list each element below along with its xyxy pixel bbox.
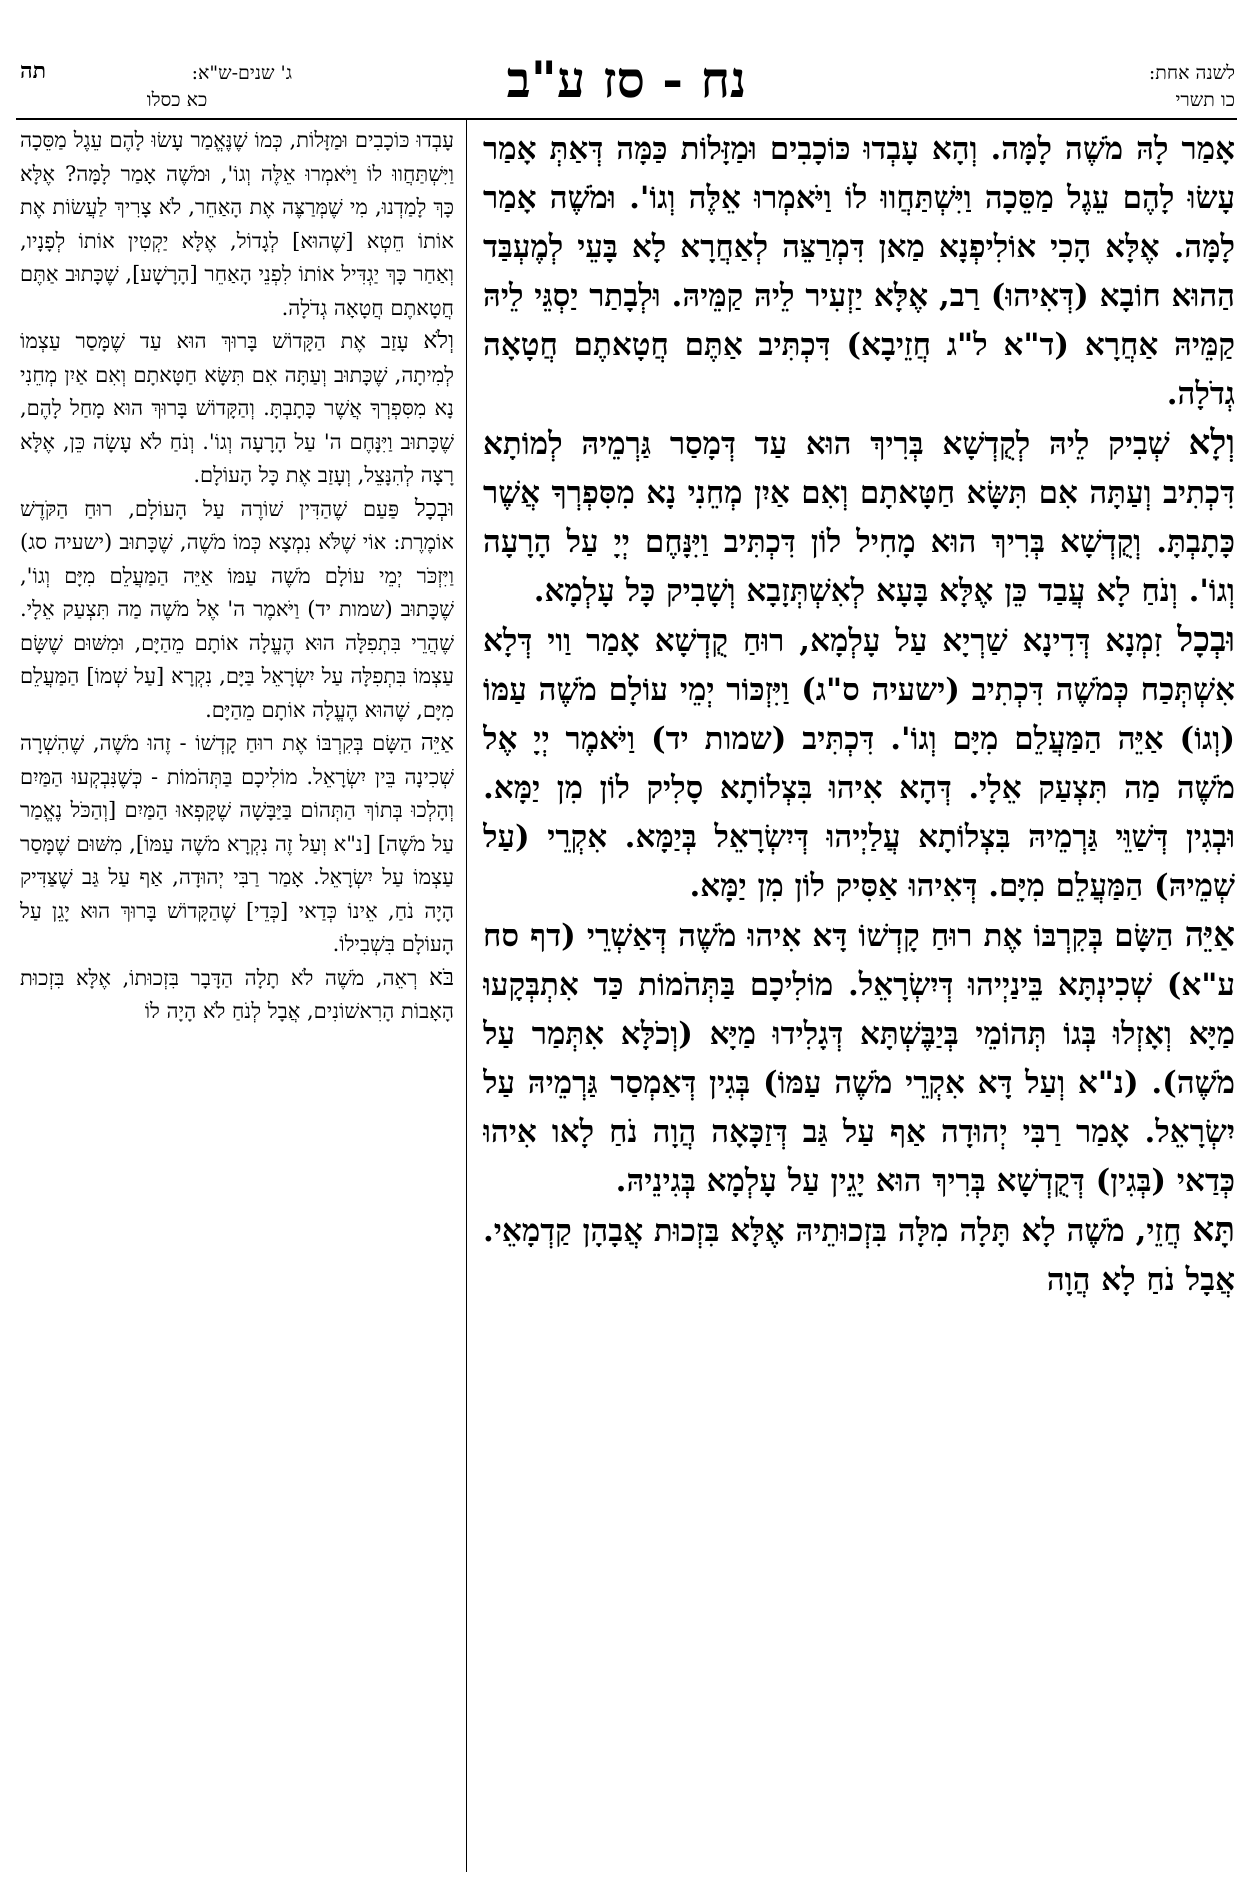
- page-title: נח - סז ע"ב: [506, 50, 747, 109]
- main-paragraph: [483, 1206, 1235, 1305]
- commentary-paragraph: [20, 493, 454, 728]
- commentary-paragraph: [20, 727, 454, 962]
- paragraph-text: עָבְדוּ כּוֹכָבִים וּמַזָּלוֹת, כְּמוֹ שֶׁנֶּאֱמַר עָשׂוּ לָהֶם עֵגֶל מַסֵּכָה וַיִּשְׁתַּחֲווּ לוֹ וַיֹּאמְרוּ אֵלֶּה וְגוֹ', וּמֹשֶׁה אָמַר לָמָּה? אֶלָּא כָּךְ לָמַדְנוּ, מִי שֶׁמְּרַצֶּה אֶת הָאַחֵר, לֹא צָרִיךְ לַעֲשׂוֹת אֶת אוֹתוֹ חֵטְא [שֶׁהוּא] לְגָדוֹל, אֶלָּא יַקְטִין אוֹתוֹ לְפָנָיו, וְאַחַר כָּךְ יַגְדִּיל אוֹתוֹ לִפְנֵי הָאַחֵר [הָרָשָׁע], שֶׁכָּתוּב אַתֶּם חֲטָאתֶם חֲטָאָה גְדֹלָה.: [20, 128, 454, 320]
- paragraph-opening-word: וּבְכָל: [414, 495, 454, 522]
- page-number: תה: [20, 58, 47, 84]
- commentary-paragraph: [20, 962, 454, 1029]
- paragraph-text: רְאֵה, מֹשֶׁה לֹא תָלָה הַדָּבָר בִּזְכוּתוֹ, אֶלָּא בִּזְכוּת הָאָבוֹת הָרִאשׁוֹנִים, אֲבָל לְנֹחַ לֹא הָיָה לוֹ: [20, 965, 454, 1023]
- paragraph-opening-word: אַיֵּה: [420, 730, 454, 756]
- main-text-column: [483, 124, 1235, 1872]
- header-date-three-years: כא כסלו: [146, 89, 208, 111]
- header-study-cycle-three-years: ג' שנים-ש"א:: [191, 62, 292, 84]
- commentary-column: [20, 124, 454, 1872]
- paragraph-text: פַּעַם שֶׁהַדִּין שׁוֹרֶה עַל הָעוֹלָם, רוּחַ הַקֹּדֶשׁ אוֹמֶרֶת: אוֹי שֶׁלֹּא נִמְצָא כְּמוֹ מֹשֶׁה, שֶׁכָּתוּב (ישעיה סג) וַיִּזְכֹּר יְמֵי עוֹלָם מֹשֶׁה עַמּוֹ אַיֵּה הַמַּעֲלֵם מִיָּם וְגוֹ', שֶׁכָּתוּב (שמות יד) וַיֹּאמֶר ה' אֶל מֹשֶׁה מַה תִּצְעַק אֵלָי. שֶׁהֲרֵי בִּתְפִלָּה הוּא הֶעֱלָה אוֹתָם מֵהַיָּם, וּמִשּׁוּם שֶׁשָּׂם עַצְמוֹ בִּתְפִלָּה עַל יִשְׂרָאֵל בַּיָּם, נִקְרָא [עַל שְׁמוֹ] הַמַּעֲלֵם מִיָּם, שֶׁהוּא הֶעֱלָה אוֹתָם מֵהַיָּם.: [20, 496, 454, 722]
- paragraph-text: עָזַב אֶת הַקָּדוֹשׁ בָּרוּךְ הוּא עַד שֶׁמָּסַר עַצְמוֹ לְמִיתָה, שֶׁכָּתוּב וְעַתָּה אִם תִּשָּׂא חַטָּאתָם וְאִם אַיִן מְחֵנִי נָא מִסִּפְרְךָ אֲשֶׁר כָּתָבְתָּ. וְהַקָּדוֹשׁ בָּרוּךְ הוּא מָחַל לָהֶם, שֶׁכָּתוּב וַיִּנָּחֶם ה' עַל הָרָעָה וְגוֹ'. וְנֹחַ לֹא עָשָׂה כֵּן, אֶלָּא רָצָה לְהִנָּצֵל, וְעָזַב אֶת כָּל הָעוֹלָם.: [20, 329, 454, 487]
- paragraph-opening-word: וְלָא: [1188, 423, 1235, 463]
- commentary-paragraph: [20, 325, 454, 493]
- paragraph-text: שְׁבִיק לֵיהּ לְקֻדְשָׁא בְּרִיךְ הוּא עַד דְּמָסַר גַּרְמֵיהּ לְמוֹתָא דִּכְתִיב וְעַתָּה אִם תִּשָּׂא חַטָּאתָם וְאִם אַיִן מְחֵנִי נָא מִסִּפְרְךָ אֲשֶׁר כָּתָבְתָּ. וְקֻדְשָׁא בְּרִיךְ הוּא מָחִיל לוֹן דִּכְתִּיב וַיִּנָּחֶם יְיָ עַל הָרָעָה וְגוֹ'. וְנֹחַ לָא עֲבַד כֵּן אֶלָּא בָּעָא לְאִשְׁתְּזָבָא וְשָׁבִיק כָּל עָלְמָא.: [483, 426, 1235, 609]
- paragraph-text: זִמְנָא דְּדִינָא שַׁרְיָא עַל עָלְמָא, רוּחַ קֻדְשָׁא אָמַר וַוי דְּלָא אִשְׁתְּכַח כְּמֹשֶׁה דִּכְתִיב (ישעיה ס"ג) וַיִּזְכּוֹר יְמֵי עוֹלָם מֹשֶׁה עַמּוֹ (וְגוֹ) אַיֵּה הַמַּעֲלֵם מִיָּם וְגוֹ'. דִּכְתִּיב (שמות יד) וַיֹּאמֶר יְיָ אֶל מֹשֶׁה מַה תִּצְעַק אֵלָי. דְּהָא אִיהוּ בִּצְלוֹתָא סָלִיק לוֹן מִן יַמָּא. וּבְגִין דְּשַׁוֵּי גַּרְמֵיהּ בִּצְלוֹתָא עֲלַיְיהוּ דְּיִשְׂרָאֵל בְּיַמָּא. אִקְרֵי (עַל שְׁמֵיהּ) הַמַּעֲלֵם מִיָּם. דְּאִיהוּ אַסִּיק לוֹן מִן יַמָּא.: [483, 623, 1235, 904]
- paragraph-text: הַשָּׂם בְּקִרְבּוֹ אֶת רוּחַ קָדְשׁוֹ - זֶהוּ מֹשֶׁה, שֶׁהִשְׁרָה שְׁכִינָה בֵּין יִשְׂרָאֵל. מוֹלִיכָם בַּתְּהֹמוֹת - כְּשֶׁנִּבְקְעוּ הַמַּיִם וְהָלְכוּ בְּתוֹךְ הַתְּהוֹם בַּיַּבָּשָׁה שֶׁקָּפְאוּ הַמַּיִם [וְהַכֹּל נֶאֱמַר עַל מֹשֶׁה] [נ"א וְעַל זֶה נִקְרָא מֹשֶׁה עַמּוֹ], מִשּׁוּם שֶׁמָּסַר עַצְמוֹ עַל יִשְׂרָאֵל. אָמַר רַבִּי יְהוּדָה, אַף עַל גַּב שֶׁצַּדִּיק הָיָה נֹחַ, אֵינוֹ כְּדַאי [כְּדֵי] שֶׁהַקָּדוֹשׁ בָּרוּךְ הוּא יָגֵן עַל הָעוֹלָם בִּשְׁבִילוֹ.: [20, 731, 454, 956]
- header-study-cycle-one-year: לשנה אחת:: [1148, 62, 1235, 84]
- paragraph-opening-word: וּבְכָל: [1177, 620, 1235, 660]
- commentary-paragraph: [20, 124, 454, 325]
- header-date-one-year: כו תשרי: [1175, 89, 1235, 111]
- main-paragraph: [483, 616, 1235, 911]
- main-paragraph: [483, 419, 1235, 616]
- paragraph-opening-word: תָּא: [1192, 1210, 1235, 1250]
- column-divider: [466, 120, 467, 1872]
- paragraph-opening-word: בֹּא: [428, 964, 454, 991]
- paragraph-text: אָמַר לָהּ מֹשֶׁה לָמָּה. וְהָא עָבְדוּ כּוֹכָבִים וּמַזָּלוֹת כַּמָּה דְּאַתְּ אָמַר עָשׂוּ לָהֶם עֵגֶל מַסֵּכָה וַיִּשְׁתַּחֲווּ לוֹ וַיֹּאמְרוּ אֵלֶּה וְגוֹ'. וּמֹשֶׁה אָמַר לָמָּה. אֶלָּא הָכִי אוֹלִיפְנָא מַאן דִּמְרַצֵּה לְאַחֲרָא לָא בָּעֵי לְמֶעְבַּד הַהוּא חוֹבָא (דְּאִיהוּ) רַב, אֶלָּא יַזְעִיר לֵיהּ קַמֵּיהּ. וּלְבָתַר יַסְגֵּי לֵיהּ קַמֵּיהּ אַחֲרָא (ד"א ל"ג חֲזֵיבָא) דִּכְתִּיב אַתֶּם חֲטָאתֶם חֲטָאָה גְדֹלָה.: [483, 131, 1235, 412]
- header-left: [62, 60, 292, 114]
- main-paragraph: [483, 124, 1235, 419]
- paragraph-opening-word: אַיֵּה: [1184, 915, 1235, 955]
- paragraph-text: חֲזֵי, מֹשֶׁה לָא תָּלָה מִלָּה בִּזְכוּתֵיהּ אֶלָּא בִּזְכוּת אֲבָהָן קַדְמָאֵי. אֲבָל נֹחַ לָא הֲוָה: [483, 1213, 1235, 1298]
- main-paragraph: [483, 911, 1235, 1206]
- paragraph-opening-word: וְלֹא: [423, 328, 454, 354]
- header-divider: [16, 118, 1237, 120]
- paragraph-text: הַשָּׂם בְּקִרְבּוֹ אֶת רוּחַ קָדְשׁוֹ דָּא אִיהוּ מֹשֶׁה דְּאַשְׁרֵי (דף סח ע"א) שְׁכִינְתָּא בֵּינַיְיהוּ דְּיִשְׂרָאֵל. מוֹלִיכָם בַּתְּהֹמוֹת כַּד אִתְבְּקָעוּ מַיָּא וְאָזְלוּ בְּגוֹ תְּהוֹמֵי בְּיַבֶּשְׁתָּא דְּגָלִידוּ מַיָּא (וְכֹלָּא אִתְּמַר עַל מֹשֶׁה). (נ"א וְעַל דָּא אִקְרֵי מֹשֶׁה עַמּוֹ) בְּגִין דְּאַמְסַר גַּרְמֵיהּ עַל יִשְׂרָאֵל. אָמַר רַבִּי יְהוּדָה אַף עַל גַּב דְּזַכָּאָה הֲוָה נֹחַ לָאו אִיהוּ כְּדַאי (בְּגִין) דְּקֻדְשָׁא בְּרִיךְ הוּא יָגֵין עַל עָלְמָא בְּגִינֵיהּ.: [483, 918, 1235, 1199]
